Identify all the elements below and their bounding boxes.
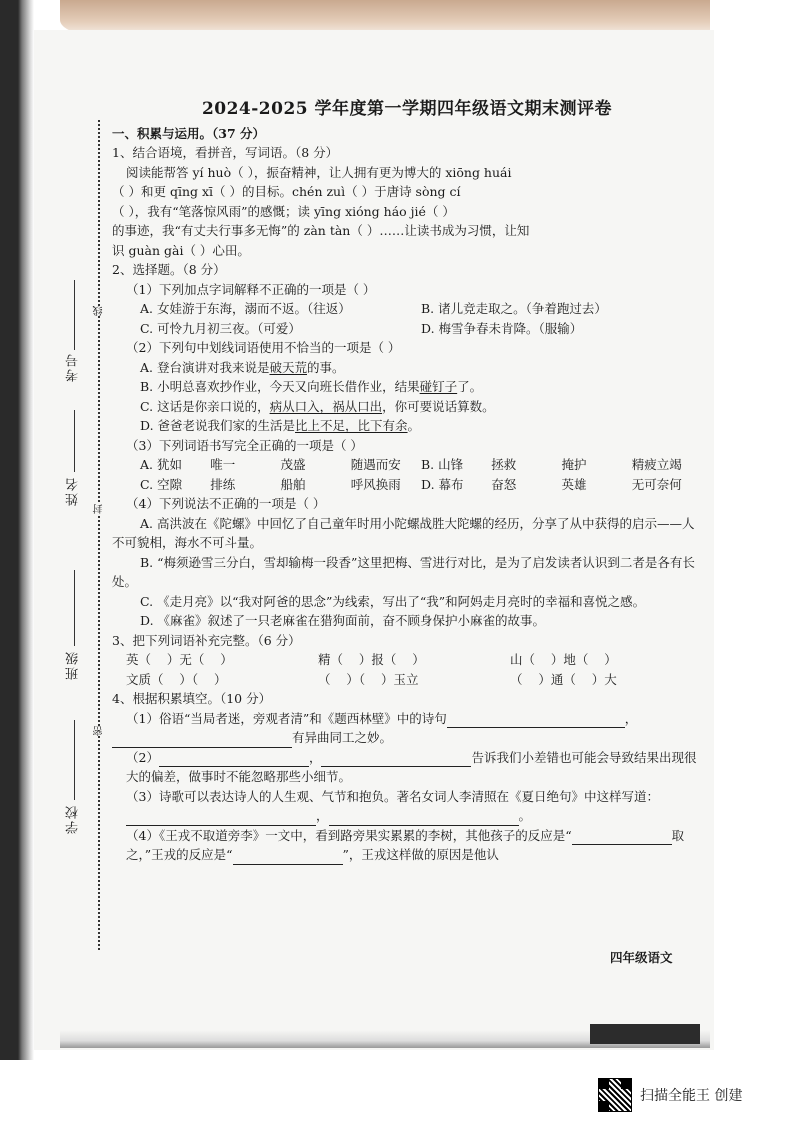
idiom-blank: （ ）（ ）玉立: [318, 671, 419, 687]
q2-1-options-ab: [112, 299, 702, 319]
q2-1-options-cd: [112, 319, 702, 339]
underlined-term: 比上不足，比下有余: [295, 418, 408, 433]
q1-line: 识 guàn gài（ ）心田。: [112, 242, 250, 258]
option-c: [140, 475, 421, 495]
word: 随遇而安: [350, 457, 401, 472]
q2-2-option-d: [112, 416, 702, 436]
answer-blank[interactable]: [321, 752, 471, 767]
word: 无可奈何: [631, 476, 682, 492]
option-text: C. 这话是你亲口说的，: [140, 398, 270, 414]
q1-line: （ ）和更 qīng xī（ ）的目标。chén zuì（ ）于唐诗 sòng cí: [112, 184, 461, 199]
word: 排练: [210, 476, 236, 492]
q4-text: （3）诗歌可以表达诗人的人生观、气节和抱负。著名女词人李清照在《夏日绝句》中这样写道：: [126, 788, 659, 804]
word: 船舶: [280, 476, 306, 492]
q4-text: （2）: [126, 749, 159, 765]
word: C. 空隙: [140, 476, 183, 492]
exam-number-line: [74, 280, 75, 350]
answer-blank[interactable]: [329, 811, 519, 826]
word: A. 犹如: [140, 457, 182, 472]
word: 拯救: [491, 457, 517, 472]
answer-blank[interactable]: [112, 733, 292, 748]
option-text: D. 爸爸老说我们家的生活是: [140, 418, 296, 433]
q2-2-option-c: [112, 397, 702, 417]
option-text: 的事。: [307, 359, 345, 375]
option-d: D. 梅雪争春未肯降。（服输）: [421, 320, 583, 336]
q2-2-option-b: [112, 377, 702, 397]
q4-text: ，: [316, 808, 329, 823]
word: 奋怒: [491, 476, 517, 492]
underlined-term: 病从口入，祸从口出: [269, 398, 383, 414]
qr-code-icon: [598, 1078, 632, 1112]
q2-prompt: 2、选择题。（8 分）: [112, 262, 226, 277]
word: 呼风换雨: [350, 476, 401, 492]
answer-blank[interactable]: [159, 752, 309, 767]
seal-mark-seal: 封: [94, 504, 105, 514]
paper-scrap: [590, 1024, 700, 1044]
underlined-term: 碰钉子: [419, 379, 458, 394]
exam-number-label: 考号: [66, 352, 81, 382]
q4-text: ”，王戎这样做的原因是他认: [342, 847, 499, 862]
q2-2-stem: （2）下列句中划线词语使用不恰当的一项是（ ）: [126, 340, 401, 355]
option-text: 。: [407, 418, 421, 433]
q4-text: （1）俗语“当局者迷，旁观者清”和《题西林壁》中的诗句: [126, 710, 447, 726]
option-c: C. 可怜九月初三夜。（可爱）: [140, 320, 301, 336]
answer-blank[interactable]: [572, 830, 672, 845]
word: D. 幕布: [421, 476, 464, 492]
q2-4-option-d: D. 《麻雀》叙述了一只老麻雀在猎狗面前，奋不顾身保护小麻雀的故事。: [140, 613, 546, 628]
option-text: B. 小明总喜欢抄作业，今天又向班长借作业，结果: [140, 379, 420, 394]
exam-content: [112, 100, 702, 865]
q4-1: （1）俗语“当局者迷，旁观者清”和《题西林壁》中的诗句 ，: [112, 709, 702, 729]
q1-line: （ ），我有“笔落惊风雨”的感慨；读 yīng xióng háo jié（ ）: [112, 203, 455, 219]
option-text: 了。: [457, 379, 483, 394]
seal-line: [98, 120, 100, 950]
word: 茂盛: [280, 457, 306, 472]
answer-blank[interactable]: [233, 850, 343, 865]
q2-3-options-cd: [112, 475, 702, 495]
q3-prompt: 3、把下列词语补充完整。（6 分）: [112, 632, 301, 648]
seal-mark-dense: 密: [94, 726, 105, 736]
q4-text: 取之，”王戎的反应是“: [126, 827, 685, 862]
exam-title: 2024-2025 学年度第一学期四年级语文期末测评卷: [201, 99, 613, 119]
q3-row: [112, 670, 702, 690]
scanner-watermark: [598, 1078, 742, 1112]
answer-blank[interactable]: [126, 811, 316, 826]
option-d: [421, 475, 702, 495]
seal-mark-line: 线: [94, 306, 105, 316]
q2-4-stem: （4）下列说法不正确的一项是（ ）: [126, 496, 326, 511]
word: 唯一: [210, 457, 236, 472]
school-line: [74, 720, 75, 800]
option-b: B. 诸儿竞走取之。（争着跑过去）: [421, 301, 607, 316]
q4-text: 。: [518, 808, 532, 823]
underlined-term: 破天荒: [269, 359, 307, 375]
q2-3-options-ab: [112, 455, 702, 475]
name-line: [74, 410, 75, 472]
idiom-blank: 英（ ）无（ ）: [126, 652, 233, 667]
q2-4-option-b: B. “梅须逊雪三分白，雪却输梅一段香”这里把梅、雪进行对比，是为了启发读者认识到二者是各有长处。: [112, 554, 695, 589]
class-line: [74, 570, 75, 646]
q2-1-stem: （1）下列加点字词解释不正确的一项是（ ）: [126, 281, 376, 297]
option-a: [140, 455, 421, 475]
option-a: A. 女娃游于东海，溺而不返。（往返）: [140, 301, 351, 316]
scan-bottom-edge: [60, 1030, 710, 1048]
option-text: A. 登台演讲对我来说是: [140, 359, 270, 375]
q1-line: 阅读能帮答 yí huò（ ），振奋精神，让人拥有更为博大的 xiōng huái: [126, 164, 512, 180]
answer-blank[interactable]: [447, 713, 625, 728]
q2-3-stem: （3）下列词语书写完全正确的一项是（ ）: [126, 437, 363, 453]
section1-heading: 一、积累与运用。（37 分）: [112, 125, 265, 141]
school-label: 学校: [66, 804, 81, 834]
name-label: 姓名: [66, 476, 81, 506]
idiom-blank: （ ）通（ ）大: [510, 671, 617, 687]
word: 英雄: [561, 476, 587, 492]
word: 掩护: [561, 457, 587, 472]
q4-text: 有异曲同工之妙。: [292, 730, 393, 745]
q4-text: ，: [308, 749, 322, 765]
option-b: [421, 455, 702, 475]
q4-prompt: 4、根据积累填空。（10 分）: [112, 691, 272, 706]
option-text: ，你可要说话算数。: [382, 398, 495, 414]
q2-2-option-a: [112, 358, 702, 378]
q1-prompt: 1、结合语境，看拼音，写词语。（8 分）: [112, 145, 339, 160]
q1-line: 的事迹，我“有丈夫行事多无悔”的 zàn tàn（ ）……让读书成为习惯，让知: [112, 223, 530, 238]
page-footer: 四年级语文: [610, 950, 673, 965]
q3-row: [112, 650, 702, 670]
q2-4-option-a: A. 高洪波在《陀螺》中回忆了自己童年时用小陀螺战胜大陀螺的经历，分享了从中获得的启示——人不可貌相，海水不可斗量。: [112, 515, 695, 550]
q4-1-cont: [112, 728, 702, 748]
idiom-blank: 精（ ）报（ ）: [318, 652, 425, 667]
q4-4: [112, 826, 702, 865]
binding-margin: [60, 120, 106, 950]
idiom-blank: 文质（ ）（ ）: [126, 671, 227, 687]
idiom-blank: 山（ ）地（ ）: [510, 652, 617, 667]
q4-text: 告诉我们小差错也可能会导致结果出现很大的偏差，做事时不能忽略那些小细节。: [126, 749, 697, 784]
class-label: 班级: [66, 650, 81, 680]
scan-left-edge: [0, 0, 34, 1060]
word: B. 山锋: [421, 457, 464, 472]
q4-text: （4）《王戎不取道旁李》一文中，看到路旁果实累累的李树，其他孩子的反应是“: [126, 827, 572, 843]
q4-2: [112, 748, 702, 787]
q2-4-option-c: C. 《走月亮》以“我对阿爸的思念”为线索，写出了“我”和阿妈走月亮时的幸福和喜悦之感。: [140, 593, 646, 609]
watermark-text: 扫描全能王 创建: [640, 1088, 743, 1104]
word: 精疲立竭: [631, 457, 682, 472]
q4-3: [112, 787, 702, 826]
